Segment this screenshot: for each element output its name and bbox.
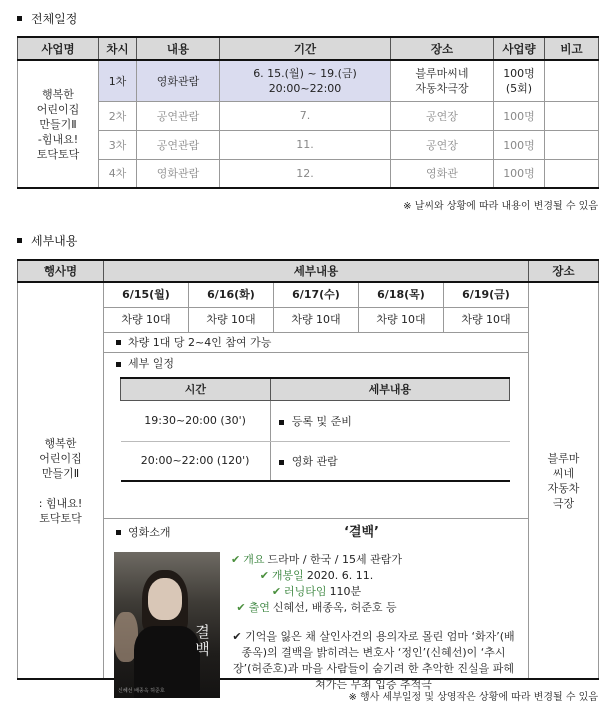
bullet-icon <box>116 340 121 345</box>
header-cell: 세부내용 <box>270 378 509 400</box>
day-cell: 6/15(월) <box>104 283 189 307</box>
table-header-row <box>18 37 599 60</box>
section-title-text: 전체일정 <box>31 12 78 26</box>
round-cell: 1차 <box>99 60 137 101</box>
day-cell: 6/17(수) <box>274 283 359 307</box>
header-cell: 내용 <box>137 37 220 60</box>
car-note-text: 차량 1대 당 2~4인 참여 가능 <box>128 335 272 349</box>
table-row <box>18 130 599 159</box>
schedule-title <box>104 353 528 375</box>
place-cell: 공연장 <box>391 101 494 130</box>
info-key: 개봉일 <box>271 569 304 582</box>
project-name-cell: 행복한 어린이집 만들기Ⅱ -힘내요! 토닥토닥 <box>18 60 99 188</box>
poster-title: 결백 <box>193 624 211 658</box>
movie-title: ‘결백’ <box>344 525 379 540</box>
bullet-icon <box>17 238 22 243</box>
check-icon: ✔ <box>271 585 282 598</box>
movie-section <box>104 518 528 694</box>
poster-figure <box>148 578 182 620</box>
info-line <box>231 584 402 600</box>
event-name-cell: 행복한 어린이집 만들기Ⅱ : 힘내요! 토닥토닥 <box>18 282 104 679</box>
info-key: 러닝타임 <box>284 585 327 598</box>
header-cell: 사업명 <box>18 37 99 60</box>
details-table <box>17 259 599 694</box>
amount-cell: 100명 (5회) <box>494 60 545 101</box>
poster-cast: 신혜선 배종옥 허준호 <box>118 688 165 694</box>
note-cell <box>545 60 599 101</box>
header-cell: 세부내용 <box>104 260 529 282</box>
amount-cell: 100명 <box>494 101 545 130</box>
car-cell: 차량 10대 <box>359 308 444 332</box>
section-title-text: 세부내용 <box>31 234 78 248</box>
info-key: 개요 <box>243 553 265 566</box>
detail-schedule-table <box>120 377 510 482</box>
note-cell <box>545 159 599 188</box>
amount-cell: 100명 <box>494 130 545 159</box>
note-cell <box>545 101 599 130</box>
header-cell: 장소 <box>529 260 599 282</box>
info-value: 110분 <box>329 585 362 598</box>
info-value: 드라마 / 한국 / 15세 관람가 <box>267 553 403 566</box>
place-cell: 영화관 <box>391 159 494 188</box>
car-cell: 차량 10대 <box>189 308 274 332</box>
car-cell: 차량 10대 <box>104 308 189 332</box>
place-cell: 블루마 씨네 자동차 극장 <box>529 282 599 679</box>
round-cell: 3차 <box>99 130 137 159</box>
content-cell: 공연관람 <box>137 101 220 130</box>
round-cell: 4차 <box>99 159 137 188</box>
day-cell: 6/16(화) <box>189 283 274 307</box>
schedule-title-text: 세부 일정 <box>128 357 175 370</box>
day-cell: 6/18(목) <box>359 283 444 307</box>
table-row <box>121 400 510 441</box>
movie-poster <box>114 552 220 698</box>
header-cell: 장소 <box>391 37 494 60</box>
detail-text: 영화 관람 <box>291 454 338 468</box>
table-row <box>121 441 510 481</box>
bullet-icon <box>116 362 121 367</box>
movie-section-title-text: 영화소개 <box>128 526 171 539</box>
table-header-row <box>18 260 599 282</box>
check-icon: ✔ <box>236 601 246 614</box>
car-note <box>104 333 528 353</box>
period-cell: 11. <box>220 130 391 159</box>
header-cell: 시간 <box>121 378 271 400</box>
check-icon: ✔ <box>259 569 269 582</box>
bullet-icon <box>17 16 22 21</box>
content-cell: 영화관람 <box>137 60 220 101</box>
table-header-row <box>121 378 510 400</box>
period-cell: 12. <box>220 159 391 188</box>
day-row <box>104 283 528 308</box>
details-note: ※ 행사 세부일정 및 상영작은 상황에 따라 변경될 수 있음 <box>348 692 598 703</box>
info-line <box>231 552 402 568</box>
car-cell: 차량 10대 <box>274 308 359 332</box>
info-value: 신혜선, 배종옥, 허준호 등 <box>272 601 397 614</box>
day-cell: 6/19(금) <box>462 288 510 301</box>
info-line <box>231 568 402 584</box>
amount-cell: 100명 <box>494 159 545 188</box>
header-cell: 사업량 <box>494 37 545 60</box>
table-row <box>18 101 599 130</box>
info-key: 출연 <box>248 601 270 614</box>
header-cell: 행사명 <box>18 260 104 282</box>
content-cell: 공연관람 <box>137 130 220 159</box>
table-row <box>18 159 599 188</box>
header-cell: 기간 <box>220 37 391 60</box>
place-cell: 블루마씨네 자동차극장 <box>391 60 494 101</box>
overall-schedule-table <box>17 36 599 189</box>
content-cell: 영화관람 <box>137 159 220 188</box>
car-row <box>104 308 528 333</box>
period-cell: 6. 15.(월) ~ 19.(금) 20:00~22:00 <box>220 60 391 101</box>
detail-text: 등록 및 준비 <box>291 414 352 428</box>
car-cell: 차량 10대 <box>461 313 511 326</box>
check-icon: ✔ <box>231 553 241 566</box>
time-cell: 20:00~22:00 (120') <box>121 441 271 481</box>
time-cell: 19:30~20:00 (30') <box>121 400 271 441</box>
period-cell: 7. <box>220 101 391 130</box>
details-cell <box>104 282 529 694</box>
movie-section-title <box>116 524 171 540</box>
movie-info <box>231 552 402 616</box>
round-cell: 2차 <box>99 101 137 130</box>
info-line <box>231 600 402 616</box>
movie-synopsis: ✔ 기억을 잃은 채 살인사건의 용의자로 몰린 엄마 ‘화자’(배종옥)의 결백을 밝히려는 변호사 ‘정인’(신혜선)이 ‘추시장’(허준호)과 마을 사람들이 숨기려 한 추악한 진실을 파헤쳐가는 무죄 입증 추적극 <box>232 630 515 691</box>
section-title-details <box>17 232 77 249</box>
table-row <box>18 282 599 679</box>
header-cell: 비고 <box>545 37 599 60</box>
bullet-icon <box>279 420 284 425</box>
header-cell: 차시 <box>99 37 137 60</box>
table-row <box>18 60 599 101</box>
detail-cell <box>270 441 509 481</box>
schedule-note: ※ 날씨와 상황에 따라 내용이 변경될 수 있음 <box>403 201 598 212</box>
info-value: 2020. 6. 11. <box>306 569 374 582</box>
section-title-schedule <box>17 10 77 27</box>
bullet-icon <box>279 460 284 465</box>
place-cell: 공연장 <box>391 130 494 159</box>
detail-cell <box>270 400 509 441</box>
bullet-icon <box>116 530 121 535</box>
note-cell <box>545 130 599 159</box>
